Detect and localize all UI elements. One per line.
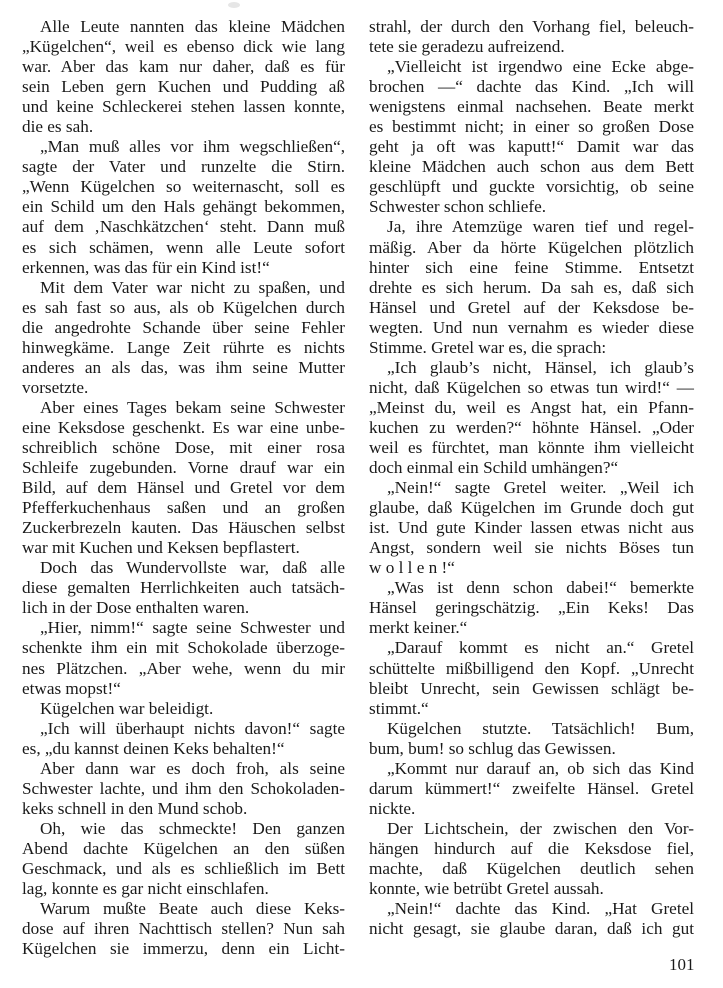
text-line: Doch das Wundervollste war, daß alle [40,558,345,578]
paragraph [369,57,694,217]
text-line: hängen hindurch auf die Keksdose fiel, [369,838,694,858]
text-line: es, „du kannst deinen Keks behalten!“ [22,738,285,758]
paragraph [22,759,345,819]
paragraph [369,17,694,57]
text-line: Oh, wie das schmeckte! Den ganzen [40,818,345,838]
paragraph [22,618,345,698]
paragraph [22,398,345,558]
paragraph [22,719,345,759]
text-line: anderes an als das, was ihm seine Mutter [22,357,345,377]
paragraph [22,819,345,899]
text-line: eine Keksdose geschenkt. Es war eine unbe- [22,417,345,437]
text-line: „Kügelchen“, weil es ebenso dick wie lang [22,37,345,57]
text-line: nickte. [369,798,416,818]
text-line: „Hier, nimm!“ sagte seine Schwester und [40,618,345,638]
text-line: w o l l e n !“ [369,558,455,578]
text-line: die angedrohte Schande über seine Fehler [22,317,345,337]
text-line: „Vielleicht ist irgendwo eine Ecke abge- [387,57,694,77]
paragraph [22,899,345,959]
text-line: es bestimmt nicht; in einer so großen Dose [369,117,694,137]
text-line: „Ich glaub’s nicht, Hänsel, ich glaub’s [387,357,694,377]
text-line: machte, daß Kügelchen deutlich sehen [369,858,694,878]
text-line: glaube, daß Kügelchen im Grunde doch gut [369,498,694,518]
text-line: hinter sich eine feine Stimme. Entsetzt [369,257,694,277]
text-line: bleibt Unrecht, sein Gewissen schlägt be- [369,678,694,698]
paragraph [22,137,345,277]
paragraph [369,638,694,718]
text-line: ist. Und gute Kinder lassen etwas nicht aus [369,518,694,538]
text-line: weil es fürchtet, man könnte ihm vielleicht [369,437,694,457]
text-line: war. Aber das kam nur daher, daß es für [22,57,345,77]
text-line: lich in der Dose enthalten waren. [22,598,250,618]
text-line: Hänsel und Gretel auf der Keksdose be- [369,297,694,317]
text-line: Hänsel geringschätzig. „Ein Keks! Das [369,598,694,618]
text-line: etwas mopst!“ [22,678,121,698]
text-line: Zuckerbrezeln kauten. Das Häuschen selbst [22,518,345,538]
text-line: Abend dachte Kügelchen an den süßen [22,838,345,858]
text-line: geschlüpft und guckte vorsichtig, ob seine [369,177,694,197]
text-line: „Darauf kommt es nicht an.“ Gretel [387,638,694,658]
text-line: Stimme. Gretel war es, die sprach: [369,337,607,357]
text-line: war mit Kuchen und Keksen bepflastert. [22,538,300,558]
text-line: Schwester schon schliefe. [369,197,547,217]
text-line: hinwegkäme. Lange Zeit rührte es nichts [22,337,345,357]
text-line: konnte, wie betrübt Gretel aussah. [369,879,604,899]
text-line: „Nein!“ dachte das Kind. „Hat Gretel [387,899,694,919]
text-line: Angst, sondern weil sie nichts Böses tun [369,538,694,558]
text-line: drehte es sich herum. Da sah es, daß sich [369,277,694,297]
left-column [22,17,345,959]
text-line: Schleife zugebunden. Vorne drauf war ein [22,458,345,478]
paragraph [369,899,694,939]
text-line: tete sie geradezu aufreizend. [369,37,565,57]
text-line: nes Plätzchen. „Aber wehe, wenn du mir [22,658,345,678]
text-line: wegten. Und nun vernahm es wieder diese [369,317,694,337]
text-line: Der Lichtschein, der zwischen den Vor- [387,818,694,838]
text-line: auf dem ‚Naschkätzchen‘ steht. Dann muß [22,217,345,237]
text-line: dose auf ihren Nachttisch stellen? Nun sah [22,919,345,939]
text-line: Mit dem Vater war nicht zu spaßen, und [40,277,345,297]
text-line: geht ja oft was kaputt!“ Damit war das [369,137,694,157]
paragraph [369,719,694,759]
text-line: keks schnell in den Mund schob. [22,798,248,818]
paragraph [22,278,345,398]
paragraph [369,819,694,899]
text-line: „Meinst du, weil es Angst hat, ein Pfann- [369,397,694,417]
text-line: Pfefferkuchenhaus saßen und an großen [22,498,345,518]
text-line: schreiblich schöne Dose, mit einer rosa [22,437,345,457]
text-line: merkt keiner.“ [369,618,468,638]
text-line: kuchen zu werden?“ höhnte Hänsel. „Oder [369,417,694,437]
text-line: nicht, daß Kügelchen so etwas tun wird!“ — [369,377,694,397]
text-line: darum kümmert!“ zweifelte Hänsel. Gretel [369,778,694,798]
paragraph [22,17,345,137]
text-line: es sich schämen, wenn alle Leute sofort [22,237,345,257]
paper-blemish [228,2,240,8]
page-number: 101 [669,955,695,974]
paragraph [22,699,345,719]
text-line: Alle Leute nannten das kleine Mädchen [40,17,345,36]
text-line: diese gemalten Herrlichkeiten auch tatsäch- [22,578,345,598]
text-line: „Man muß alles vor ihm wegschließen“, [40,137,345,157]
text-line: Ja, ihre Atemzüge waren tief und regel- [387,217,694,237]
text-line: bum, bum! so schlug das Gewissen. [369,738,616,758]
text-line: Aber eines Tages bekam seine Schwester [40,397,345,417]
text-line: erkennen, was das für ein Kind ist!“ [22,257,270,277]
text-line: „Nein!“ sagte Gretel weiter. „Weil ich [387,478,694,498]
text-line: es sah fast so aus, als ob Kügelchen durch [22,297,345,317]
right-column [369,17,694,939]
text-line: sagte der Vater und runzelte die Stirn. [22,157,345,177]
text-line: sein Leben gern Kuchen und Pudding aß [22,77,345,97]
paragraph [369,217,694,357]
text-line: Bild, auf dem Hänsel und Gretel vor dem [22,478,345,498]
text-line: schüttelte mißbilligend den Kopf. „Unrecht [369,658,694,678]
text-line: nicht gesagt, sie glaube daran, daß ich gut [369,919,694,939]
text-line: Schwester lachte, und ihm den Schokoladen- [22,778,345,798]
text-line: Kügelchen stutzte. Tatsächlich! Bum, [387,718,694,738]
text-line: vorsetzte. [22,377,89,397]
text-line: Warum mußte Beate auch diese Keks- [40,899,345,919]
paragraph [369,478,694,578]
text-line: die es sah. [22,117,94,137]
paragraph [369,759,694,819]
text-line: lag, konnte es gar nicht einschlafen. [22,879,269,899]
text-line: schenkte ihm ein mit Schokolade überzoge- [22,638,345,658]
paragraph [369,578,694,638]
text-line: strahl, der durch den Vorhang fiel, beleuch- [369,17,694,36]
paragraph [22,558,345,618]
text-line: wenigstens einmal nachsehen. Beate merkt [369,97,694,117]
text-line: stimmt.“ [369,698,429,718]
text-line: kleine Mädchen auch schon aus dem Bett [369,157,694,177]
text-line: ein Schild um den Hals gehängt bekommen, [22,197,345,217]
text-line: „Kommt nur darauf an, ob sich das Kind [387,758,694,778]
text-line: Aber dann war es doch froh, als seine [40,758,345,778]
text-line: „Wenn Kügelchen so weiternascht, soll es [22,177,345,197]
text-line: Geschmack, und als es schließlich im Bett [22,858,345,878]
text-line: „Ich will überhaupt nichts davon!“ sagte [40,718,345,738]
text-line: Kügelchen war beleidigt. [40,698,214,718]
text-line: „Was ist denn schon dabei!“ bemerkte [387,578,694,598]
text-line: Kügelchen sie immerzu, denn ein Licht- [22,939,345,959]
text-line: doch einmal ein Schild umhängen?“ [369,458,619,478]
text-line: brochen —“ dachte das Kind. „Ich will [369,77,694,97]
paragraph [369,358,694,478]
text-line: und keine Schleckerei stehen lassen konnte, [22,97,345,117]
text-line: mäßig. Aber da hörte Kügelchen plötzlich [369,237,694,257]
